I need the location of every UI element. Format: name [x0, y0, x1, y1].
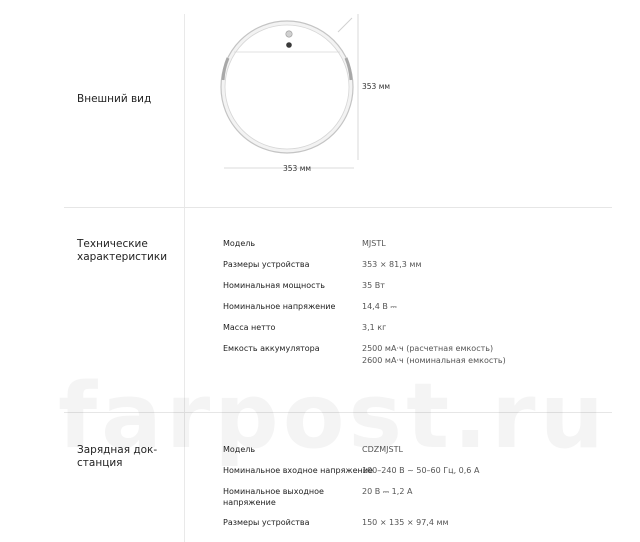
side-brush: [338, 18, 352, 32]
dock-label-dimensions: Размеры устройства: [223, 518, 310, 527]
appearance-title: Внешний вид: [77, 93, 152, 105]
power-button-icon: [286, 31, 292, 37]
spec-label-model: Модель: [223, 239, 256, 248]
width-dimension-label: 353 мм: [283, 164, 312, 173]
spec-label-dimensions: Размеры устройства: [223, 260, 310, 269]
section-divider: [64, 412, 612, 413]
indicator-dot: [286, 42, 292, 48]
specs-title-line2: характеристики: [77, 251, 168, 263]
spec-value-power: 35 Вт: [362, 281, 385, 290]
spec-value-battery-rated: 2500 мА·ч (расчетная емкость): [362, 344, 494, 353]
height-dimension-label: 353 мм: [362, 82, 391, 91]
dock-value-model: CDZMJSTL: [362, 445, 403, 454]
spec-value-voltage: 14,4 В ⎓: [362, 302, 397, 311]
spec-value-model: MJSTL: [362, 239, 386, 248]
spec-label-weight: Масса нетто: [223, 323, 276, 332]
dock-value-dimensions: 150 × 135 × 97,4 мм: [362, 518, 449, 527]
spec-label-voltage: Номинальное напряжение: [223, 302, 336, 311]
column-divider: [184, 14, 185, 542]
spec-label-battery: Емкость аккумулятора: [223, 344, 320, 353]
robot-vacuum-illustration: [210, 10, 370, 185]
dock-label-output-voltage-line2: напряжение: [223, 498, 276, 507]
dock-title-line1: Зарядная док-: [77, 444, 158, 456]
spec-value-battery-nominal: 2600 мА·ч (номинальная емкость): [362, 356, 506, 365]
dock-value-output-voltage: 20 В ⎓ 1,2 А: [362, 487, 413, 496]
section-divider: [64, 207, 612, 208]
spec-value-weight: 3,1 кг: [362, 323, 387, 332]
dock-label-input-voltage: Номинальное входное напряжение: [223, 466, 373, 475]
spec-value-dimensions: 353 × 81,3 мм: [362, 260, 422, 269]
dock-title-line2: станция: [77, 457, 123, 469]
dock-label-output-voltage-line1: Номинальное выходное: [223, 487, 324, 496]
spec-label-power: Номинальная мощность: [223, 281, 325, 290]
dock-label-model: Модель: [223, 445, 256, 454]
dock-value-input-voltage: 100–240 В ~ 50–60 Гц, 0,6 А: [362, 466, 480, 475]
specs-title-line1: Технические: [77, 238, 148, 250]
